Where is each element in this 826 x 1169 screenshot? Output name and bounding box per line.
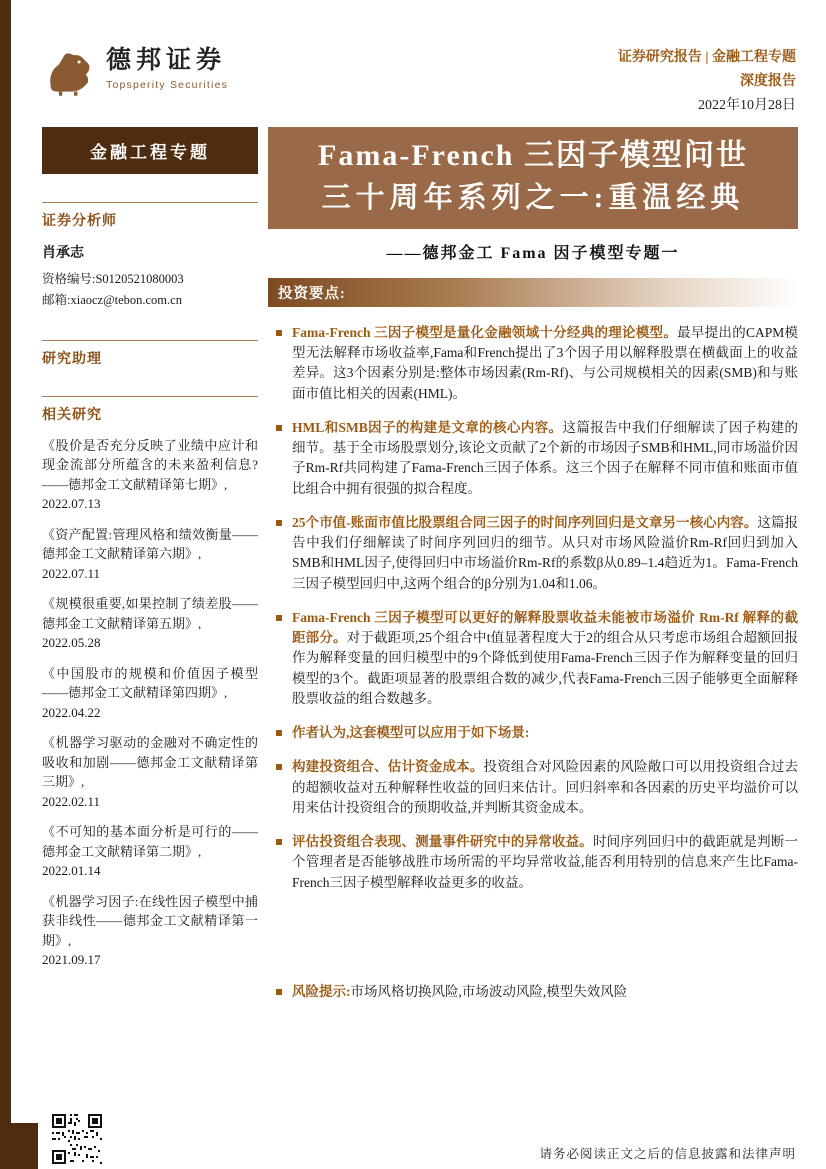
- title-banner: [268, 127, 798, 229]
- analyst-email: 邮箱:xiaocz@tebon.com.cn: [42, 293, 182, 308]
- bullet-square-icon: [276, 989, 282, 995]
- bottom-left-corner-block: [0, 1123, 38, 1169]
- related-title: 《不可知的基本面分析是可行的——德邦金工文献精译第二期》,: [42, 824, 258, 859]
- bullet-square-icon: [276, 425, 282, 431]
- bullet-body: 这篇报告中我们仔细解读了因子构建的细节。基于全市场股票划分,该论文贡献了2个新的市场因子SMB和HML,同市场溢价因子Rm-Rf共同构建了Fama-French三因子体系。这三个因子在解释不同市值和账面市值比组合中拥有很强的拟合程度。: [292, 419, 798, 496]
- bullet-square-icon: [276, 330, 282, 336]
- report-title-line2: 三十周年系列之一:重温经典: [321, 181, 745, 214]
- bullet-lead: 评估投资组合表现、测量事件研究中的异常收益。: [292, 834, 593, 850]
- related-section-title: 相关研究: [42, 407, 102, 423]
- sidebar: [42, 127, 258, 981]
- brand-subtitle: Topsperity Securities: [106, 79, 229, 91]
- bullet-square-icon: [276, 520, 282, 526]
- related-research-item: [42, 733, 258, 811]
- related-research-section: [42, 396, 258, 970]
- brand-name: 德邦证券: [106, 47, 227, 74]
- related-research-item: [42, 892, 258, 970]
- highlight-bullet: [276, 418, 798, 499]
- risk-bullet: [276, 982, 798, 1002]
- related-research-list: [42, 436, 258, 970]
- related-date: 2022.04.22: [42, 704, 101, 720]
- footer-disclaimer: 请务必阅读正文之后的信息披露和法律声明: [539, 1147, 796, 1161]
- related-date: 2022.01.14: [42, 863, 101, 878]
- main-content: [268, 127, 798, 907]
- risk-lead: 风险提示:: [292, 984, 351, 999]
- related-title: 《股价是否充分反映了业绩中应计和现金流部分所蕴含的未来盈利信息?——德邦金工文献精译第七期》,: [42, 437, 258, 492]
- analyst-cert: 资格编号:S0120521080003: [42, 272, 184, 286]
- related-date: 2022.07.13: [42, 496, 101, 511]
- analyst-section-title: 证券分析师: [42, 214, 117, 229]
- page-header: [42, 46, 796, 117]
- sidebar-category: 金融工程专题: [42, 127, 258, 174]
- analyst-section: [42, 202, 258, 312]
- highlights-header: 投资要点:: [268, 278, 798, 307]
- bullet-body: 时间序列回归中的截距就是判断一个管理者是否能够战胜市场所需的平均异常收益,能否利用特别的信息来产生比Fama-French三因子模型解释收益更多的收益。: [292, 834, 799, 890]
- report-title-line1: Fama-French 三因子模型问世: [318, 139, 748, 172]
- highlight-bullet: [276, 513, 798, 594]
- bullet-body: 投资组合对风险因素的风险敞口可以用投资组合过去的超额收益对五种解释性收益的回归来估计。回归斜率和各因素的历史平均溢价可以用来估计投资组合的预期收益,并判断其资金成本。: [292, 759, 799, 815]
- bullet-lead: HML和SMB因子的构建是文章的核心内容。: [292, 419, 563, 435]
- related-research-item: [42, 594, 258, 653]
- report-subtitle: ——德邦金工 Fama 因子模型专题一: [386, 244, 680, 262]
- bullet-body: 对于截距项,25个组合中t值显著程度大于2的组合从只考虑市场组合超额回报作为解释变量的回归模型中的9个降低到使用Fama-French三因子作为解释变量的回归模型的3个。截距项显著的股票组合数的减少,代表Fama-French三因子能够更全面解释股票收益的组合数越多。: [292, 630, 799, 706]
- highlight-bullet: [276, 832, 798, 893]
- related-research-item: [42, 822, 258, 881]
- related-date: 2021.09.17: [42, 952, 101, 967]
- related-date: 2022.07.11: [42, 565, 101, 581]
- highlight-bullet: [276, 323, 798, 404]
- report-level: 深度报告: [740, 73, 796, 89]
- bullet-square-icon: [276, 730, 282, 736]
- bullet-square-icon: [276, 615, 282, 621]
- bear-logo-icon: [42, 46, 96, 100]
- risk-body: 市场风格切换风险,市场波动风险,模型失效风险: [350, 984, 628, 999]
- report-date: 2022年10月28日: [698, 97, 796, 113]
- header-meta: [618, 46, 796, 117]
- highlight-bullet: [276, 608, 798, 709]
- bullet-lead: Fama-French 三因子模型可以更好的解释股票收益未能被市场溢价 Rm-Rf 解释的截距部分。: [292, 609, 798, 646]
- bullet-lead: Fama-French 三因子模型是量化金融领域十分经典的理论模型。: [292, 324, 678, 340]
- analyst-name: 肖承志: [42, 246, 84, 261]
- section-divider: [42, 340, 258, 341]
- bullet-body: 这篇报告中我们仔细解读了时间序列回归的细节。从只对市场风险溢价Rm-Rf回归到加入SMB和HML因子,使得回归中市场溢价Rm-Rf的系数β从0.89–1.4趋近为1。Fama-French三因子模型回归中,这两个组合的β分别为1.04和1.06。: [292, 514, 798, 591]
- related-research-item: [42, 664, 258, 723]
- bullet-square-icon: [276, 839, 282, 845]
- brand: [42, 46, 228, 100]
- qr-code: [52, 1114, 102, 1164]
- related-date: 2022.02.11: [42, 793, 101, 809]
- bullet-square-icon: [276, 764, 282, 770]
- assistant-section-title: 研究助理: [42, 351, 102, 367]
- related-research-item: [42, 525, 258, 584]
- section-divider: [42, 396, 258, 397]
- related-date: 2022.05.28: [42, 635, 101, 650]
- risk-note: [276, 982, 798, 1016]
- section-divider: [42, 202, 258, 203]
- related-title: 《中国股市的规模和价值因子模型——德邦金工文献精译第四期》,: [42, 665, 258, 700]
- related-title: 《机器学习驱动的金融对不确定性的吸收和加剧——德邦金工文献精译第三期》,: [42, 735, 258, 789]
- assistant-section: [42, 340, 258, 368]
- highlight-bullet: [276, 757, 798, 818]
- related-title: 《机器学习因子:在线性因子模型中捕获非线性——德邦金工文献精译第一期》,: [42, 893, 258, 948]
- related-title: 《资产配置:管理风格和绩效衡量——德邦金工文献精译第六期》,: [42, 526, 258, 561]
- bullet-lead: 25个市值-账面市值比股票组合同三因子的时间序列回归是文章另一核心内容。: [292, 514, 758, 530]
- left-edge-bar: [0, 0, 11, 1169]
- brand-text: [106, 46, 228, 91]
- bullet-lead: 构建投资组合、估计资金成本。: [292, 759, 484, 775]
- related-research-item: [42, 436, 258, 514]
- highlight-bullet: [276, 723, 798, 743]
- highlights-list: [268, 323, 798, 893]
- related-title: 《规模很重要,如果控制了绩差股——德邦金工文献精译第五期》,: [42, 596, 258, 631]
- bullet-lead: 作者认为,这套模型可以应用于如下场景:: [292, 725, 530, 741]
- bullet-body: 最早提出的CAPM模型无法解释市场收益率,Fama和French提出了3个因子用以解释股票在横截面上的收益差异。这3个因素分别是:整体市场因素(Rm-Rf)、与公司规模相关的因素(SMB)和与账面市值比相关的因素(HML)。: [292, 324, 799, 401]
- report-type: 证券研究报告 | 金融工程专题: [617, 50, 796, 65]
